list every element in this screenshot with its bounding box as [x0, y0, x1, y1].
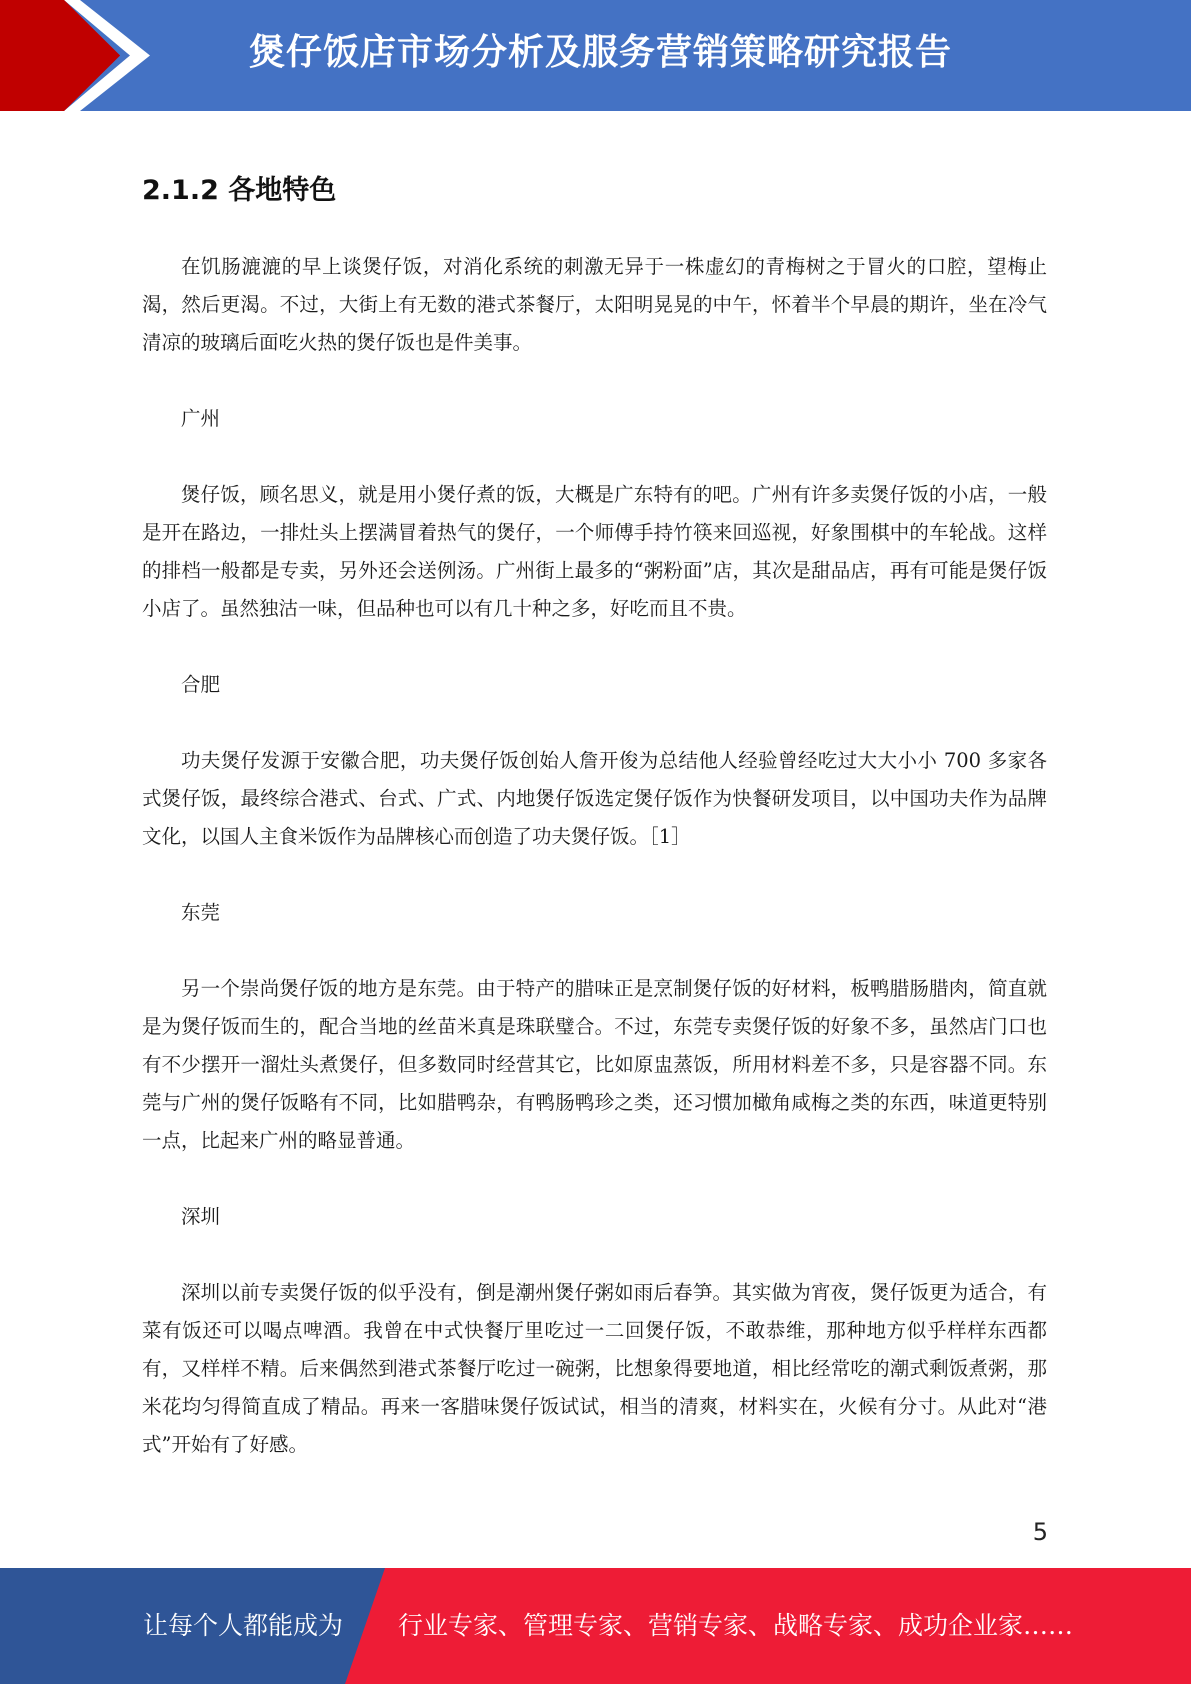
footer-slogan-left: 让每个人都能成为	[143, 1611, 344, 1640]
place-label-shenzhen: 深圳	[181, 1205, 221, 1228]
paragraph-hefei: 功夫煲仔发源于安徽合肥，功夫煲仔饭创始人詹开俊为总结他人经验曾经吃过大大小小 700 多家各式煲仔饭，最终综合港式、台式、广式、内地煲仔饭选定煲仔饭作为快餐研发项目，以中国功夫作为品牌文化，以国人主食米饭作为品牌核心而创造了功夫煲仔饭。［1］	[142, 749, 1047, 848]
place-label-hefei: 合肥	[181, 673, 221, 696]
page-header-bar	[0, 0, 1191, 111]
place-label-dongguan: 东莞	[181, 901, 221, 924]
document-body	[142, 248, 1047, 1502]
footer-slogan-right: 行业专家、管理专家、营销专家、战略专家、成功企业家……	[398, 1611, 1074, 1640]
paragraph-guangzhou: 煲仔饭，顾名思义，就是用小煲仔煮的饭，大概是广东特有的吧。广州有许多卖煲仔饭的小店，一般是开在路边，一排灶头上摆满冒着热气的煲仔，一个师傅手持竹筷来回巡视，好象围棋中的车轮战。这样的排档一般都是专卖，另外还会送例汤。广州街上最多的“粥粉面”店，其次是甜品店，再有可能是煲仔饭小店了。虽然独沽一味，但品种也可以有几十种之多，好吃而且不贵。	[142, 483, 1047, 620]
paragraph-dongguan: 另一个崇尚煲仔饭的地方是东莞。由于特产的腊味正是烹制煲仔饭的好材料，板鸭腊肠腊肉，简直就是为煲仔饭而生的，配合当地的丝苗米真是珠联璧合。不过，东莞专卖煲仔饭的好象不多，虽然店门口也有不少摆开一溜灶头煮煲仔，但多数同时经营其它，比如原盅蒸饭，所用材料差不多，只是容器不同。东莞与广州的煲仔饭略有不同，比如腊鸭杂，有鸭肠鸭珍之类，还习惯加橄角咸梅之类的东西，味道更特别一点，比起来广州的略显普通。	[142, 977, 1047, 1152]
paragraph-shenzhen: 深圳以前专卖煲仔饭的似乎没有，倒是潮州煲仔粥如雨后春笋。其实做为宵夜，煲仔饭更为适合，有菜有饭还可以喝点啤酒。我曾在中式快餐厅里吃过一二回煲仔饭，不敢恭维，那种地方似乎样样东西都有，又样样不精。后来偶然到港式茶餐厅吃过一碗粥，比想象得要地道，相比经常吃的潮式剩饭煮粥，那米花均匀得简直成了精品。再来一客腊味煲仔饭试试，相当的清爽，材料实在，火候有分寸。从此对“港式”开始有了好感。	[142, 1281, 1047, 1456]
section-heading: 2.1.2 各地特色	[142, 175, 337, 206]
document-title: 煲仔饭店市场分析及服务营销策略研究报告	[248, 32, 952, 73]
header-arrow-icon	[0, 0, 160, 111]
place-label-guangzhou: 广州	[181, 407, 221, 430]
page-number: 5	[1032, 1518, 1048, 1546]
paragraph-intro: 在饥肠漉漉的早上谈煲仔饭，对消化系统的刺激无异于一株虚幻的青梅树之于冒火的口腔，望梅止渴，然后更渴。不过，大街上有无数的港式茶餐厅，太阳明晃晃的中午，怀着半个早晨的期许，坐在冷气清凉的玻璃后面吃火热的煲仔饭也是件美事。	[142, 255, 1047, 354]
page-footer-bar	[0, 1568, 1191, 1684]
